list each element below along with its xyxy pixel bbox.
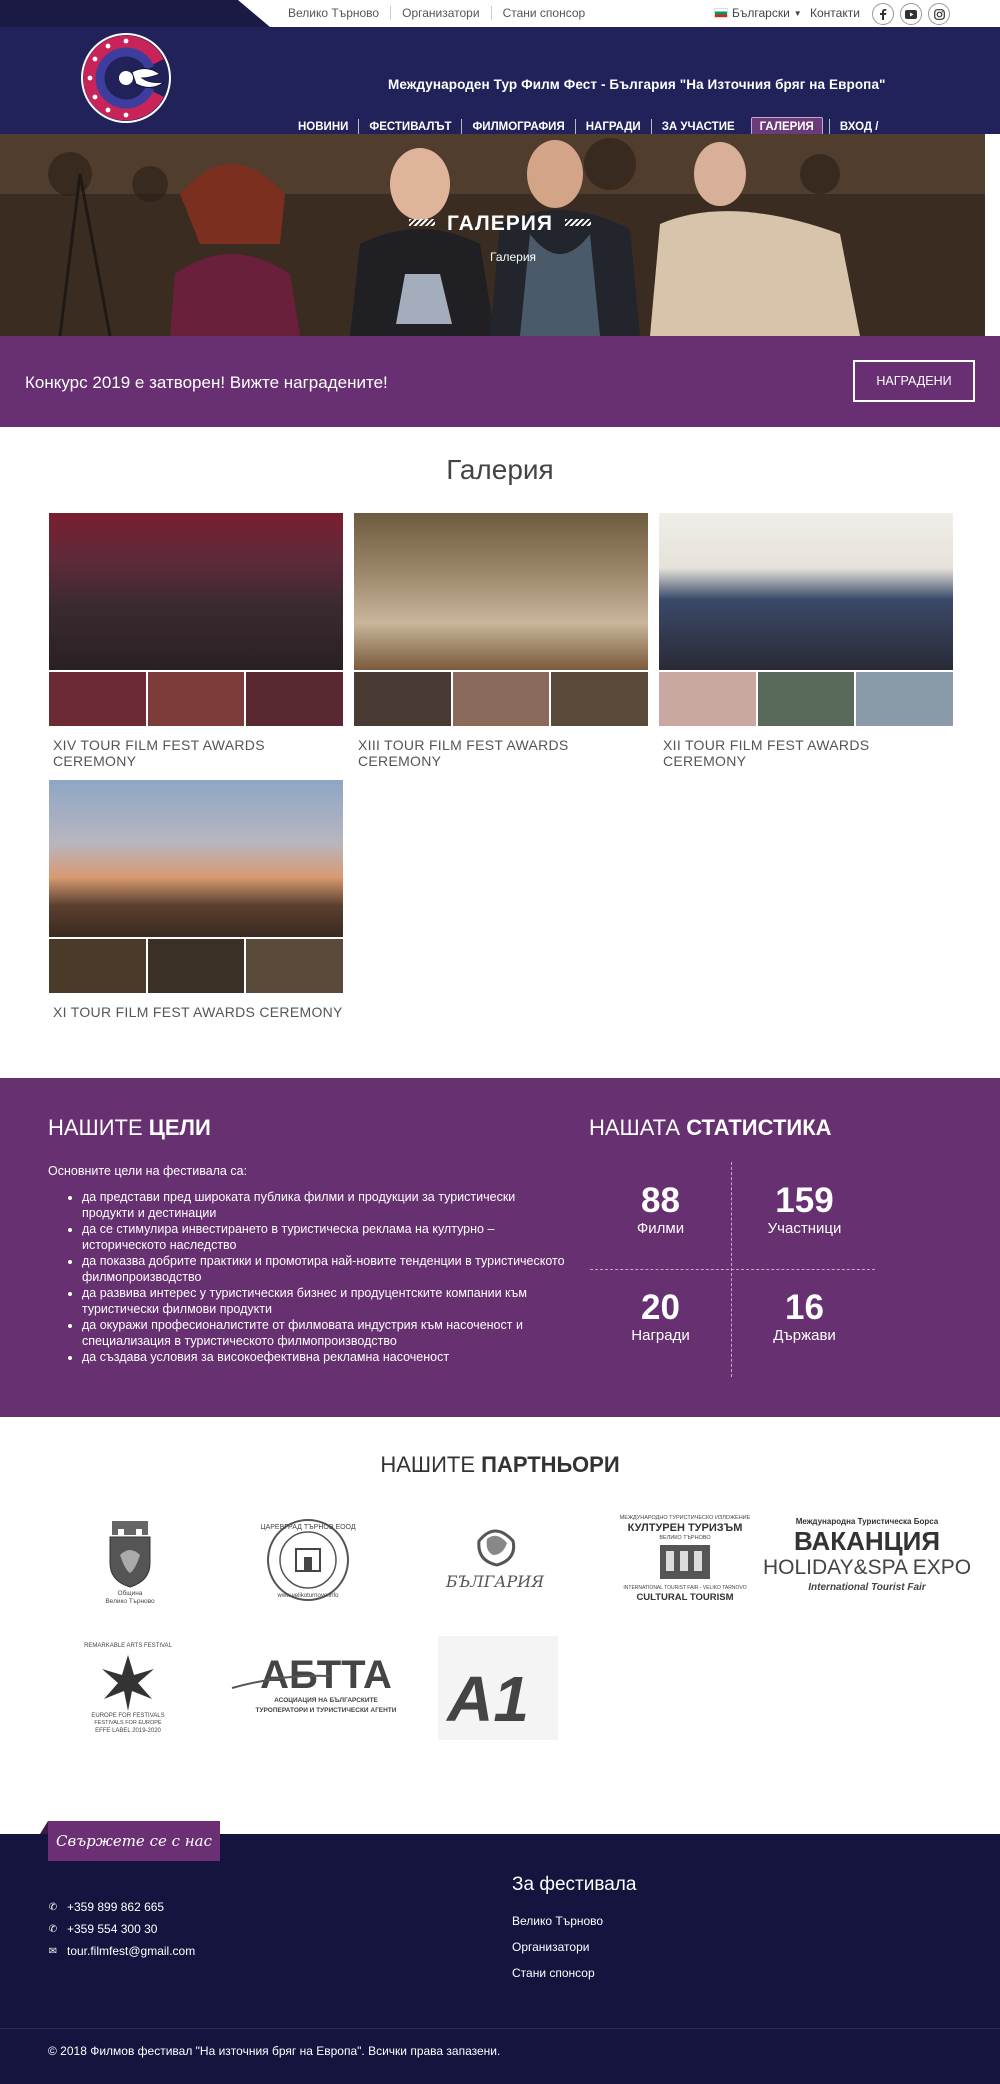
youtube-icon[interactable] — [900, 3, 922, 25]
footer-divider — [0, 2028, 1000, 2029]
nav-participation[interactable]: ЗА УЧАСТИЕ — [651, 119, 745, 136]
instagram-icon[interactable] — [928, 3, 950, 25]
winners-button[interactable]: НАГРАДЕНИ — [853, 360, 975, 402]
stat-label: Филми — [636, 1220, 685, 1237]
phone-icon: ✆ — [48, 1901, 58, 1913]
hero-title-ornament-left — [409, 219, 435, 226]
announcement-text: Конкурс 2019 е затворен! Вижте наградените! — [25, 373, 388, 392]
gallery-card-caption[interactable]: XI TOUR FILM FEST AWARDS CEREMONY — [53, 1004, 343, 1020]
partner-logo-text: A1 — [447, 1663, 529, 1735]
gallery-thumbnail — [246, 939, 343, 993]
contacts-link[interactable]: Контакти — [810, 6, 860, 20]
partners-title-light: НАШИТЕ — [380, 1452, 475, 1477]
nav-filmography[interactable]: ФИЛМОГРАФИЯ — [461, 119, 574, 136]
festival-title: Международен Тур Филм Фест - България "На Източния бряг на Европа" — [388, 77, 886, 92]
contact-phone-2[interactable] — [48, 1922, 157, 1936]
partner-logo-text: ТУРОПЕРАТОРИ И ТУРИСТИЧЕСКИ АГЕНТИ — [255, 1707, 397, 1714]
partner-logo-text: EFFE LABEL 2019-2020 — [95, 1728, 161, 1734]
envelope-icon: ✉ — [48, 1945, 58, 1957]
partner-logo-text: FESTIVALS FOR EUROPE — [94, 1720, 162, 1726]
festival-logo[interactable] — [80, 32, 172, 124]
gallery-card-thumbnails — [49, 672, 343, 726]
partner-logo-text: www.velikoturnovo.info — [277, 1593, 339, 1599]
top-link-veliko-tarnovo[interactable]: Велико Търново — [288, 6, 391, 20]
nav-awards[interactable]: НАГРАДИ — [575, 119, 651, 136]
phone-icon: ✆ — [48, 1923, 58, 1935]
contact-us-tab: Свържете се с нас — [48, 1821, 220, 1861]
hero-title — [0, 212, 1000, 236]
goal-item: • да показва добрите практики и промотира най-новите тенденции в туристическото филмопроизводство — [82, 1254, 566, 1285]
contact-email[interactable] — [48, 1944, 195, 1958]
stat-value: 16 — [785, 1288, 824, 1327]
footer-link-sponsor[interactable]: Стани спонсор — [512, 1966, 595, 1980]
gallery-thumbnail — [354, 672, 451, 726]
chevron-down-icon: ▼ — [793, 8, 802, 18]
goal-item: • да развива интерес у туристическия бизнес и продуцентските компании към туристически филмови продукти — [82, 1286, 566, 1317]
nav-festival[interactable]: ФЕСТИВАЛЪТ — [358, 119, 461, 136]
stat-countries — [734, 1289, 875, 1344]
top-link-sponsor[interactable]: Стани спонсор — [502, 6, 586, 20]
site-footer — [0, 1834, 1000, 2084]
partner-logo-cultural-tourism[interactable] — [610, 1512, 760, 1602]
gallery-card-xii[interactable] — [659, 513, 953, 769]
gallery-card-main-image — [354, 513, 648, 670]
top-link-organizers[interactable]: Организатори — [391, 6, 491, 20]
partners-title — [0, 1452, 1000, 1478]
partner-logo-tsarevgrad-tarnov[interactable] — [258, 1515, 358, 1605]
stats-divider-horizontal — [590, 1269, 875, 1270]
partner-logo-text: МЕЖДУНАРОДНО ТУРИСТИЧЕСКО ИЗЛОЖЕНИЕ — [619, 1515, 751, 1521]
partner-logo-text: HOLIDAY&SPA EXPO — [762, 1556, 972, 1579]
goals-title — [48, 1115, 211, 1141]
login-label: ВХОД / — [839, 121, 879, 133]
top-links — [288, 6, 596, 20]
gallery-thumbnail — [659, 672, 756, 726]
facebook-icon[interactable] — [872, 3, 894, 25]
breadcrumb: Галерия — [490, 250, 537, 264]
hero-title-text: ГАЛЕРИЯ — [447, 212, 553, 235]
phone-number: +359 554 300 30 — [67, 1922, 158, 1936]
email-address: tour.filmfest@gmail.com — [67, 1944, 196, 1958]
partner-logo-text: ЦАРЕВГРАД ТЪРНОВ ЕООД — [260, 1524, 356, 1531]
goals-title-light: НАШИТЕ — [48, 1115, 143, 1140]
partner-logo-veliko-tarnovo-municipality[interactable] — [80, 1515, 180, 1605]
stat-value: 88 — [641, 1181, 680, 1220]
hero-title-ornament-right — [565, 219, 591, 226]
stats-title-bold: СТАТИСТИКА — [686, 1115, 832, 1140]
goals-intro: Основните цели на фестивала са: — [48, 1164, 248, 1178]
partner-logo-text: Международна Туристическа Борса — [795, 1517, 939, 1526]
nav-news[interactable]: НОВИНИ — [298, 121, 349, 133]
footer-link-organizers[interactable]: Организатори — [512, 1940, 590, 1954]
copyright-text: © 2018 Филмов фестивал "На източния бряг на Европа". Всички права запазени. — [48, 2044, 501, 2058]
gallery-card-xi[interactable] — [49, 780, 343, 1020]
gallery-thumbnail — [551, 672, 648, 726]
goal-item: • да окуражи професионалистите от филмовата индустрия към насоченост и специализация в туристическото филмопроизводство — [82, 1318, 566, 1349]
gallery-thumbnail — [148, 939, 245, 993]
gallery-thumbnail — [49, 672, 146, 726]
gallery-card-thumbnails — [354, 672, 648, 726]
goals-title-bold: ЦЕЛИ — [148, 1115, 211, 1140]
language-label: Български — [732, 6, 790, 20]
partner-logo-text: Община — [117, 1590, 143, 1597]
stat-value: 159 — [775, 1181, 834, 1220]
partner-logo-text: ВАКАНЦИЯ — [793, 1526, 941, 1556]
partner-logo-text: БЪЛГАРИЯ — [445, 1572, 545, 1591]
gallery-card-main-image — [49, 780, 343, 937]
language-selector[interactable] — [714, 6, 802, 20]
partner-logo-text: КУЛТУРЕН ТУРИЗЪМ — [627, 1522, 743, 1534]
gallery-card-caption[interactable]: XIII TOUR FILM FEST AWARDS CEREMONY — [358, 737, 569, 769]
partner-logo-text: АСОЦИАЦИЯ НА БЪЛГАРСКИТЕ — [274, 1697, 378, 1704]
gallery-thumbnail — [246, 672, 343, 726]
goals-list — [66, 1190, 566, 1367]
gallery-card-main-image — [659, 513, 953, 670]
partner-logo-text: REMARKABLE ARTS FESTIVAL — [84, 1643, 172, 1649]
gallery-card-xiv[interactable] — [49, 513, 343, 769]
gallery-card-caption[interactable]: XIV TOUR FILM FEST AWARDS CEREMONY — [53, 737, 265, 769]
partner-logo-vakancia-holiday-spa-expo[interactable] — [762, 1512, 972, 1602]
stat-films — [590, 1182, 731, 1237]
partner-logo-text: CULTURAL TOURISM — [636, 1592, 734, 1603]
contact-phone-1[interactable] — [48, 1900, 164, 1914]
partner-logo-text: Велико Търново — [105, 1598, 155, 1605]
gallery-thumbnail — [148, 672, 245, 726]
phone-number: +359 899 862 665 — [67, 1900, 165, 1914]
footer-link-veliko-tarnovo[interactable]: Велико Търново — [512, 1914, 604, 1928]
stat-value: 20 — [641, 1288, 680, 1327]
gallery-card-caption[interactable]: XII TOUR FILM FEST AWARDS CEREMONY — [663, 737, 870, 769]
gallery-card-main-image — [49, 513, 343, 670]
gallery-thumbnail — [856, 672, 953, 726]
about-festival-title: За фестивала — [512, 1874, 637, 1895]
partner-logo-effe-label[interactable] — [78, 1640, 178, 1734]
gallery-thumbnail — [758, 672, 855, 726]
stat-label: Държави — [773, 1327, 836, 1344]
nav-gallery[interactable]: ГАЛЕРИЯ — [751, 117, 823, 138]
hero-banner — [0, 134, 985, 336]
partner-logo-abtta[interactable] — [222, 1640, 402, 1730]
stat-label: Участници — [767, 1220, 842, 1237]
partner-logo-text: EUROPE FOR FESTIVALS — [91, 1713, 165, 1719]
partner-logo-text: АБТТА — [260, 1653, 392, 1697]
stat-participants — [734, 1182, 875, 1237]
gallery-card-thumbnails — [659, 672, 953, 726]
stats-title — [589, 1115, 832, 1141]
gallery-card-thumbnails — [49, 939, 343, 993]
gallery-card-xiii[interactable] — [354, 513, 648, 769]
partners-title-bold: ПАРТНЬОРИ — [481, 1452, 620, 1477]
partner-logo-text: ВЕЛИКО ТЪРНОВО — [659, 1535, 711, 1541]
goal-item: • да се стимулира инвестирането в туристическа реклама на културно – историческото наследство — [82, 1222, 566, 1253]
bulgarian-flag-icon — [714, 8, 728, 18]
stat-label: Награди — [631, 1327, 690, 1344]
gallery-title: Галерия — [446, 454, 554, 485]
partner-logo-bulgaria[interactable] — [440, 1515, 550, 1605]
announcement-bar — [0, 336, 1000, 427]
stat-awards — [590, 1289, 731, 1344]
partner-logo-text: INTERNATIONAL TOURIST FAIR - VELIKO TARNOVO — [623, 1585, 747, 1591]
gallery-thumbnail — [453, 672, 550, 726]
stats-grid — [590, 1162, 875, 1377]
goals-stats-section — [0, 1078, 1000, 1417]
partner-logo-text: International Tourist Fair — [808, 1582, 926, 1593]
partner-logo-a1[interactable] — [438, 1636, 558, 1740]
gallery-thumbnail — [49, 939, 146, 993]
goal-item: • да представи пред широката публика филми и продукции за туристически продукти и дестинации — [82, 1190, 566, 1221]
goal-item: • да създава условия за високоефективна рекламна насоченост — [82, 1350, 566, 1366]
stats-title-light: НАШАТА — [589, 1115, 681, 1140]
